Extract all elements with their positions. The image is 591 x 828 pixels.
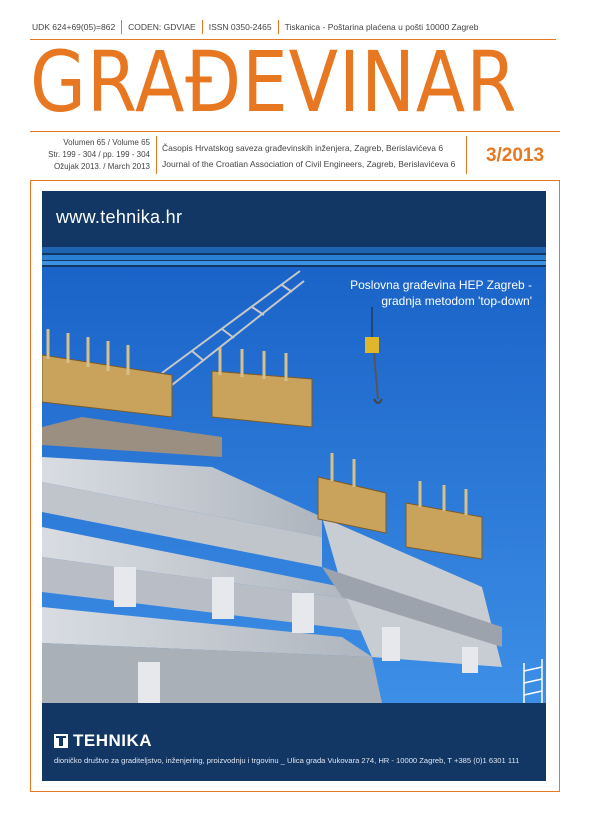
- tehnika-logo[interactable]: [54, 731, 152, 751]
- photo-caption: [350, 277, 532, 309]
- info-top-rule: [30, 131, 560, 132]
- caption-line-2: gradnja metodom 'top-down': [381, 294, 532, 308]
- issue-number: 3/2013: [485, 145, 545, 166]
- stripe-2: [42, 255, 546, 260]
- masthead-title: GRAĐEVINAR: [30, 33, 518, 131]
- journal-line-en: Journal of the Croatian Association of Civil Engineers, Zagreb, Berislavićeva 6: [162, 159, 456, 169]
- journal-info: [162, 140, 462, 172]
- postage-note: Tiskanica - Poštarina plaćena u pošti 10000 Zagreb: [278, 20, 485, 34]
- construction-photo: [42, 267, 546, 703]
- stripe-1: [42, 247, 546, 253]
- info-divider-left: [156, 136, 157, 174]
- date-line: Ožujak 2013. / March 2013: [53, 162, 150, 171]
- issn-code: ISSN 0350-2465: [202, 20, 278, 34]
- udk-code: UDK 624+69(05)=862: [32, 22, 116, 32]
- coden-code: CODEN: GDVIAE: [121, 20, 202, 34]
- caption-line-1: Poslovna građevina HEP Zagreb -: [350, 278, 532, 292]
- website-url[interactable]: www.tehnika.hr: [56, 207, 183, 227]
- info-divider-right: [466, 136, 467, 174]
- volume-info: [36, 137, 150, 173]
- volume-line: Volumen 65 / Volume 65: [63, 138, 150, 147]
- company-details: dioničko društvo za graditeljstvo, inženjering, proizvodnju i trgovinu _ Ulica grada Vukovara 274, HR - 10000 Zagreb, T +385 (0)1 6301 111: [54, 756, 520, 765]
- tehnika-wordmark: TEHNIKA: [73, 731, 153, 750]
- construction-illustration: [42, 267, 546, 703]
- pages-line: Str. 199 - 304 / pp. 199 - 304: [48, 150, 150, 159]
- tehnika-logo-icon: [54, 734, 68, 748]
- stripe-3: [42, 261, 546, 265]
- advert-panel: [42, 191, 546, 781]
- journal-line-hr: Časopis Hrvatskog saveza građevinskih inženjera, Zagreb, Berislavićeva 6: [162, 143, 444, 153]
